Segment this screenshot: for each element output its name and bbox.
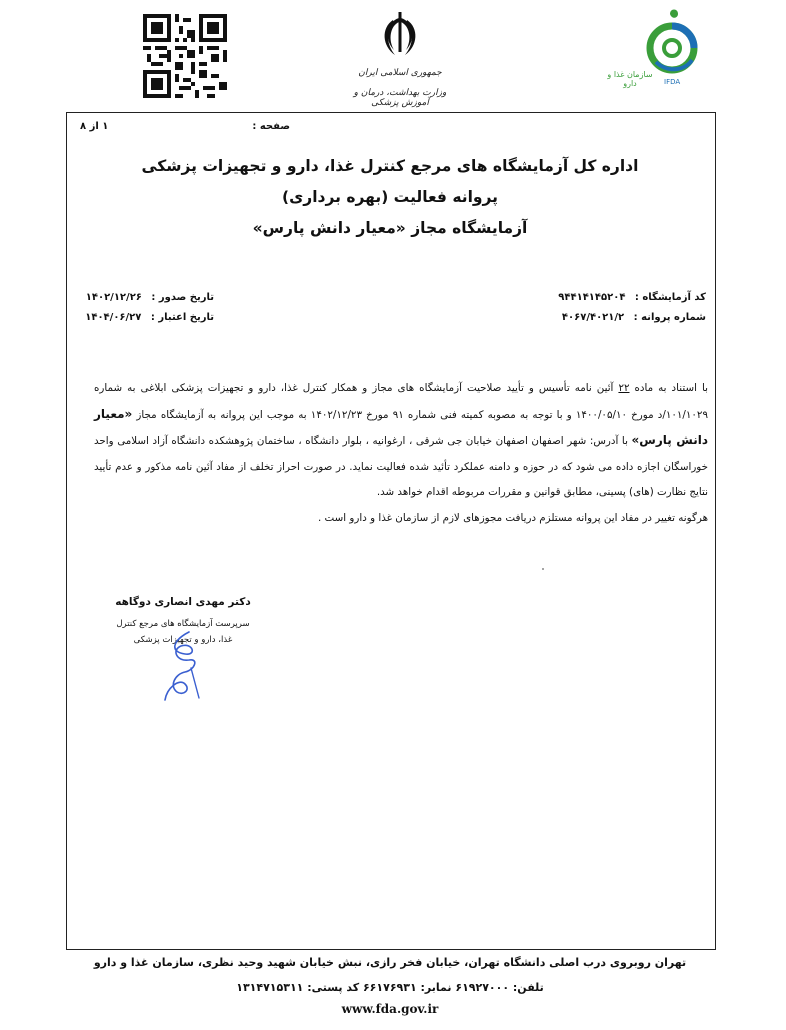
signatory-role-line2: غذا، دارو و تجهیزات پزشکی xyxy=(133,635,233,645)
body-paragraph xyxy=(94,376,708,506)
page-indicator xyxy=(70,121,290,137)
ifda-logo xyxy=(600,8,720,98)
lab-code-row xyxy=(558,292,706,303)
page-number: ۱ از ۸ xyxy=(80,121,109,132)
footer-contact: تلفن: ۶۱۹۲۷۰۰۰ نمابر: ۶۶۱۷۶۹۳۱ کد پستی: ۱۳۱۴۷۱۵۳۱۱ xyxy=(236,981,544,994)
emblem-country-text: جمهوری اسلامی ایران xyxy=(358,68,442,78)
emblem-ministry-text: وزارت بهداشت، درمان و آموزش پزشکی xyxy=(353,88,447,108)
qr-code xyxy=(143,14,227,98)
lab-code-label: کد آزمایشگاه : xyxy=(634,292,706,303)
license-number-row xyxy=(562,312,706,323)
body-text-b: آئین نامه تأسیس و تأیید صلاحیت آزمایشگاه های مجاز و همکار کنترل غذا، دارو و تجهیزات پزشکی ابلاغی به شماره ۱۰۱/۱۰۲۹/د مورخ ۱۴۰۰/۰۵/۱۰ و با توجه به مصوبه کمیته فنی شماره ۹۱ مورخ ۱۴۰۲/۱۲/۲۳ به موجب این پروانه به آزمایشگاه مجاز xyxy=(94,382,708,421)
body-paragraph-note: هرگونه تغییر در مفاد این پروانه مستلزم دریافت مجوزهای لازم از سازمان غذا و دارو است . xyxy=(318,511,708,524)
ifda-name: سازمان غذا و دارو xyxy=(607,70,653,88)
issue-date-label: تاریخ صدور : xyxy=(151,292,214,303)
footer-website[interactable]: www.fda.gov.ir xyxy=(341,1002,439,1016)
signatory-role-line1: سرپرست آزمایشگاه های مرجع کنترل xyxy=(116,619,250,629)
iran-emblem xyxy=(350,6,450,106)
signatory-name: دکتر مهدی انصاری دوگاهه xyxy=(115,596,251,608)
body-text-c: با آدرس: شهر اصفهان اصفهان خیابان جی شرقی ، ارغوانیه ، بلوار دانشگاه ، ساختمان پژوهشکده دانشگاه آزاد اسلامی واحد خوراسگان اجازه داده می شود که در حوزه و دامنه عملکرد تأئید شده فعالیت نماید. در صورت احراز تخلف از مفاد آئین نامه مذکور و عدم تأیید نتایج نظارت (های) پسینی، مطابق قوانین و مقررات مربوطه اقدام خواهد شد. xyxy=(94,435,708,499)
emblem-icon xyxy=(380,10,420,60)
valid-date-label: تاریخ اعتبار : xyxy=(150,312,214,323)
title-license-type: پروانه فعالیت (بهره برداری) xyxy=(282,188,498,206)
valid-date-value: ۱۴۰۴/۰۶/۲۷ xyxy=(85,312,142,323)
handwritten-signature xyxy=(155,628,215,703)
document-header xyxy=(0,0,786,115)
page-label: صفحه : xyxy=(252,121,290,132)
title-department: اداره کل آزمایشگاه های مرجع کنترل غذا، دارو و تجهیزات پزشکی xyxy=(141,157,639,175)
footer-address: تهران روبروی درب اصلی دانشگاه تهران، خیابان فخر رازی، نبش خیابان شهید وحید نظری، سازمان غذا و دارو xyxy=(93,956,687,969)
lab-code-value: ۹۴۴۱۴۱۴۵۲۰۴ xyxy=(558,292,626,303)
speck xyxy=(542,568,544,570)
valid-date-row xyxy=(85,312,214,323)
ifda-abbreviation: IFDA xyxy=(664,78,681,86)
license-number-label: شماره پروانه : xyxy=(633,312,706,323)
issue-date-value: ۱۴۰۲/۱۲/۲۶ xyxy=(85,292,142,303)
license-number-value: ۴۰۶۷/۴۰۲۱/۲ xyxy=(561,312,625,323)
license-body xyxy=(94,376,708,532)
article-number: ۲۲ xyxy=(618,382,630,394)
ifda-logo-icon xyxy=(640,8,710,78)
lab-name-inline: «معیار دانش پارس» xyxy=(94,406,708,448)
title-lab-name: آزمایشگاه مجاز «معیار دانش پارس» xyxy=(252,219,528,237)
issue-date-row xyxy=(86,292,214,303)
body-text-a: با استناد به ماده xyxy=(629,382,708,394)
